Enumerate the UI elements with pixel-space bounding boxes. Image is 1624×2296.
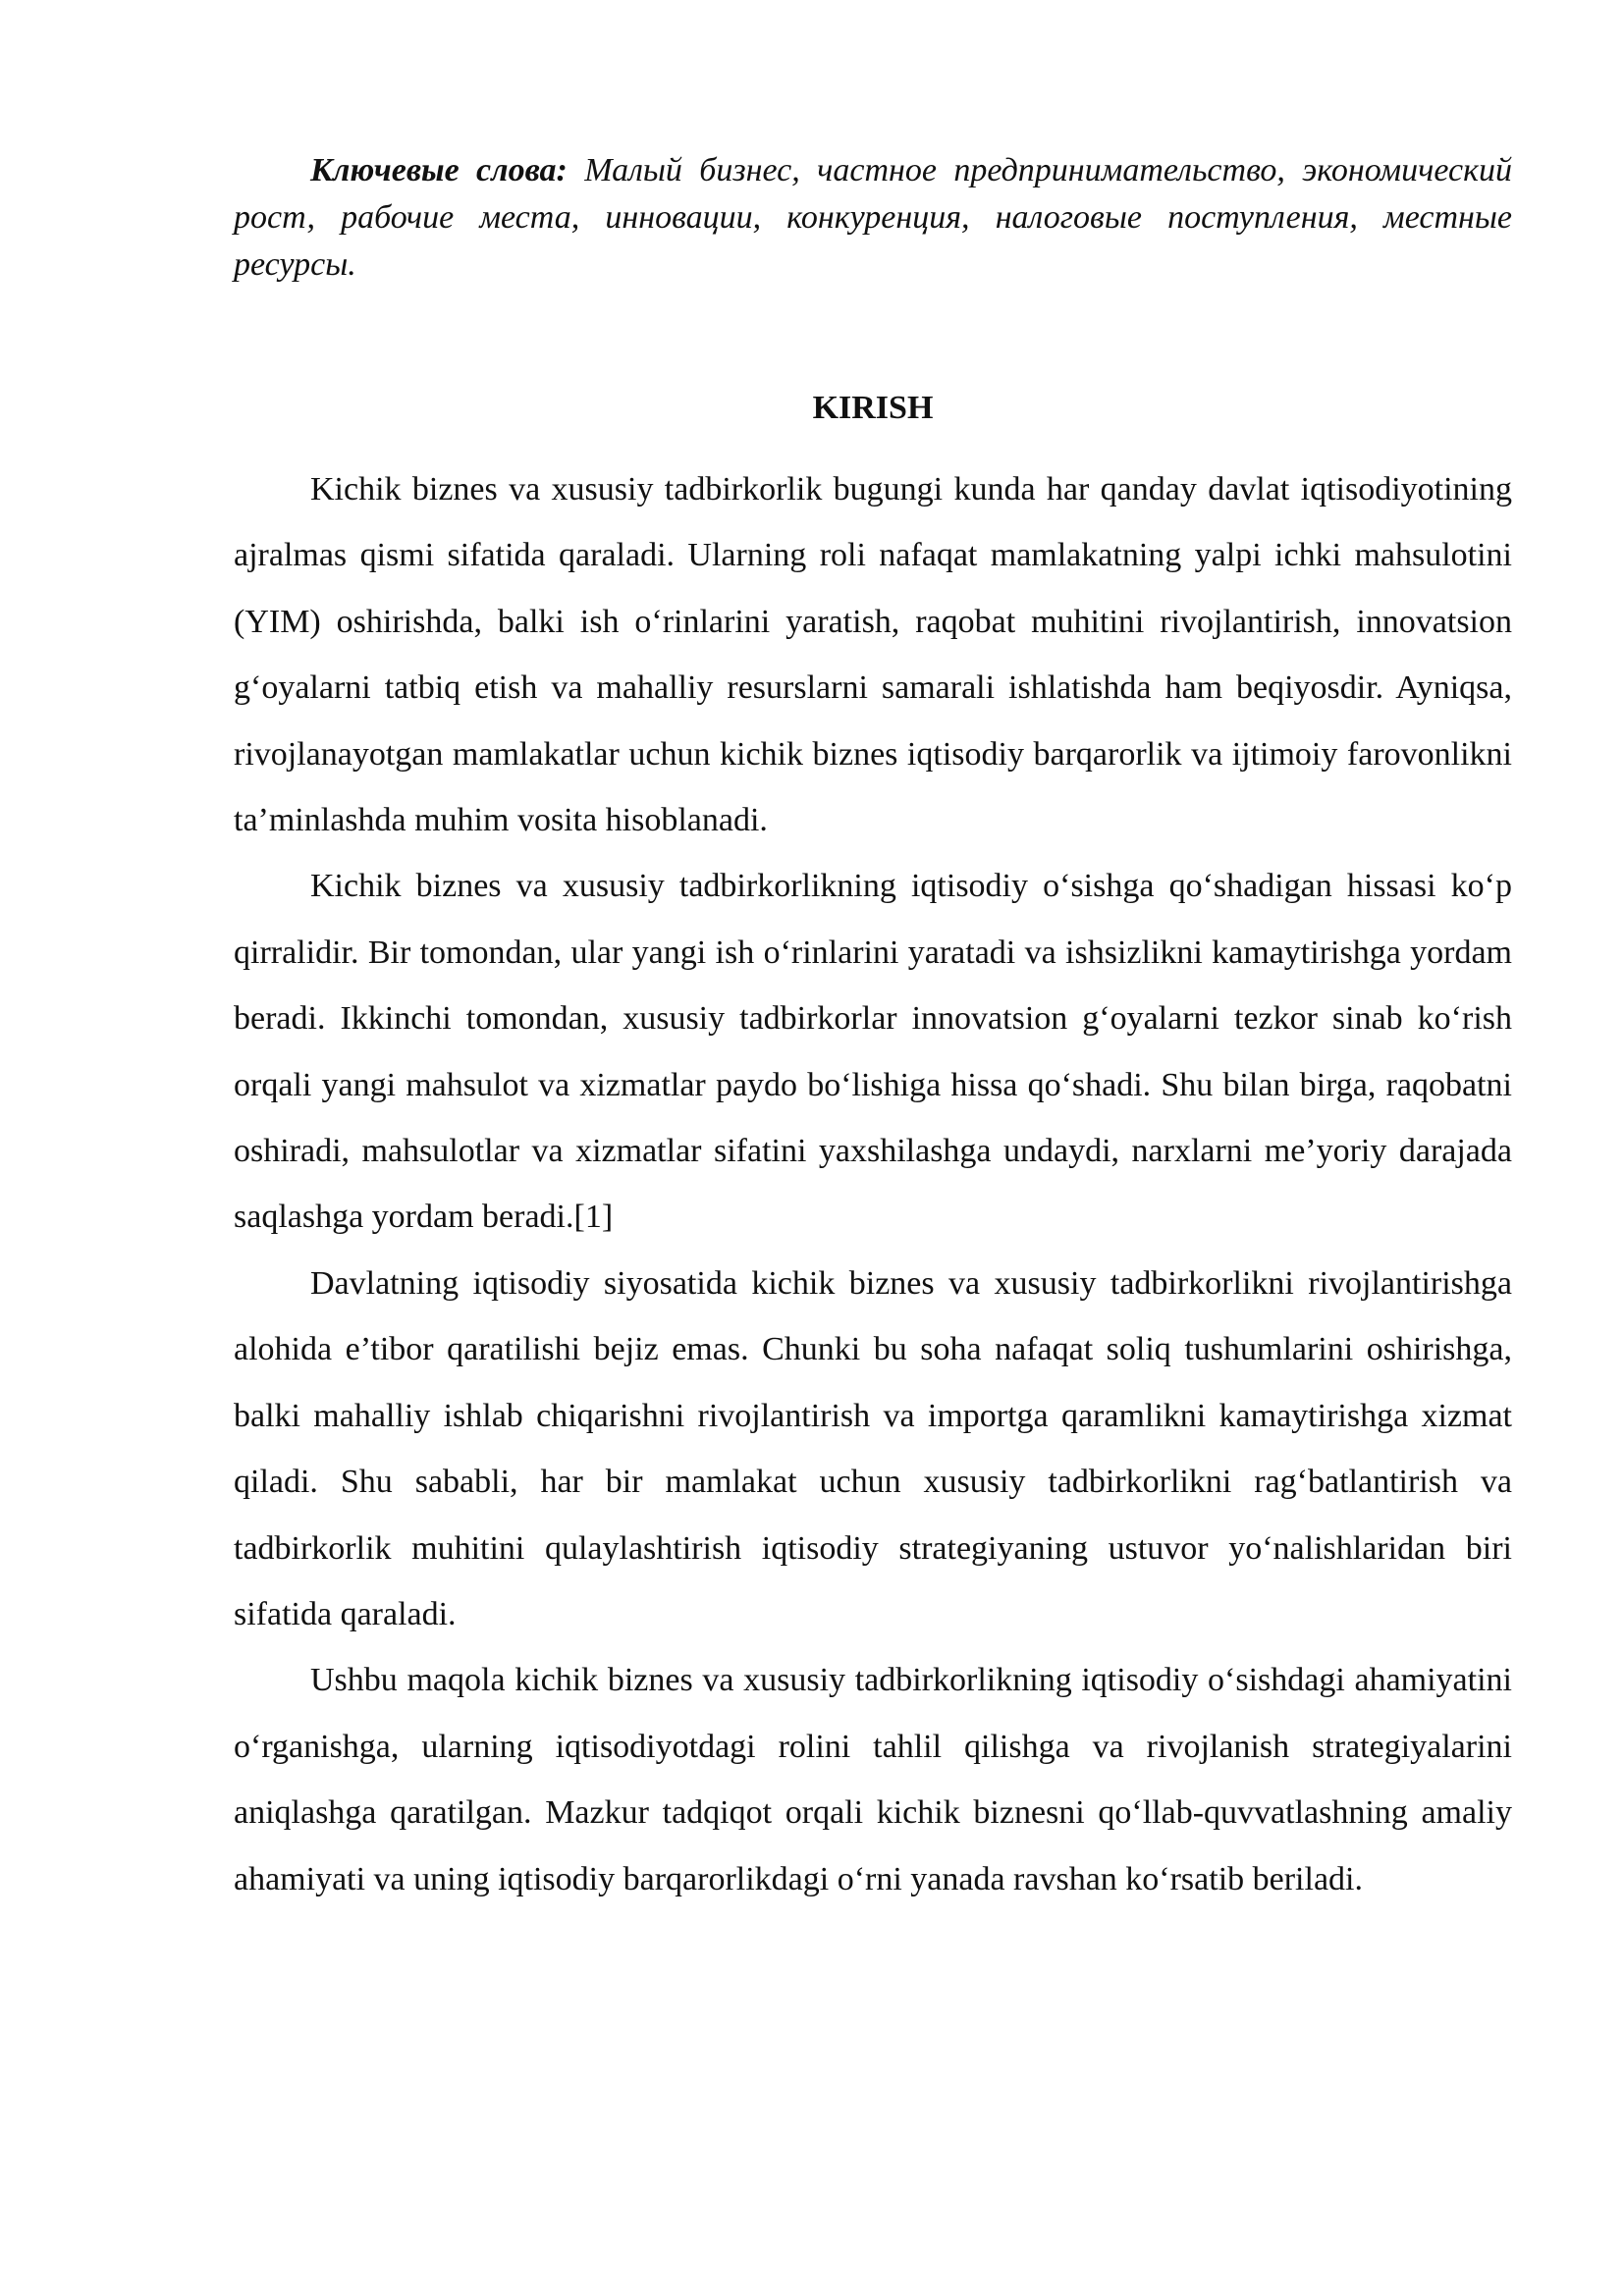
keywords-label: Ключевые слова: bbox=[310, 152, 568, 188]
paragraph-4: Ushbu maqola kichik biznes va xususiy tadbirkorlikning iqtisodiy o‘sishdagi ahamiyatini o‘rganishga, ularning iqtisodiyotdagi rolini tahlil qilishga va rivojlanish strategiyalarini aniqlashga qaratilgan. Mazkur tadqiqot orqali kichik biznesni qo‘llab-quvvatlashning amaliy ahamiyati va uning iqtisodiy barqarorlikdagi o‘rni yanada ravshan ko‘rsatib beriladi. bbox=[234, 1662, 1512, 1897]
paragraph-3: Davlatning iqtisodiy siyosatida kichik biznes va xususiy tadbirkorlikni rivojlantirishga alohida e’tibor qaratilishi bejiz emas. Chunki bu soha nafaqat soliq tushumlarini oshirishga, balki mahalliy ishlab chiqarishni rivojlantirish va importga qaramlikni kamaytirishga xizmat qiladi. Shu sababli, har bir mamlakat uchun xususiy tadbirkorlikni rag‘batlantirish va tadbirkorlik muhitini qulaylashtirish iqtisodiy strategiyaning ustuvor yo‘nalishlaridan biri sifatida qaraladi. bbox=[234, 1264, 1512, 1632]
section-title: KIRISH bbox=[812, 390, 934, 426]
paragraph-1: Kichik biznes va xususiy tadbirkorlik bugungi kunda har qanday davlat iqtisodiyotining ajralmas qismi sifatida qaraladi. Ularning roli nafaqat mamlakatning yalpi ichki mahsulotini (YIM) oshirishda, balki ish o‘rinlarini yaratish, raqobat muhitini rivojlantirish, innovatsion g‘oyalarni tatbiq etish va mahalliy resurslarni samarali ishlatishda ham beqiyosdir. Ayniqsa, rivojlanayotgan mamlakatlar uchun kichik biznes iqtisodiy barqarorlik va ijtimoiy farovonlikni ta’minlashda muhim vosita hisoblanadi. bbox=[234, 471, 1512, 839]
body-text bbox=[234, 456, 1512, 1912]
document-page bbox=[234, 147, 1512, 1897]
paragraph-2: Kichik biznes va xususiy tadbirkorlikning iqtisodiy o‘sishga qo‘shadigan hissasi ko‘p qirralidir. Bir tomondan, ular yangi ish o‘rinlarini yaratadi va ishsizlikni kamaytirishga yordam beradi. Ikkinchi tomondan, xususiy tadbirkorlar innovatsion g‘oyalarni tezkor sinab ko‘rish orqali yangi mahsulot va xizmatlar paydo bo‘lishiga hissa qo‘shadi. Shu bilan birga, raqobatni oshiradi, mahsulotlar va xizmatlar sifatini yaxshilashga undaydi, narxlarni me’yoriy darajada saqlashga yordam beradi.[1] bbox=[234, 868, 1512, 1236]
keywords-text: Малый бизнес, частное предпринимательство, экономический рост, рабочие места, инновации, конкуренция, налоговые поступления, местные ресурсы. bbox=[234, 152, 1512, 283]
keywords-paragraph bbox=[234, 147, 1512, 289]
